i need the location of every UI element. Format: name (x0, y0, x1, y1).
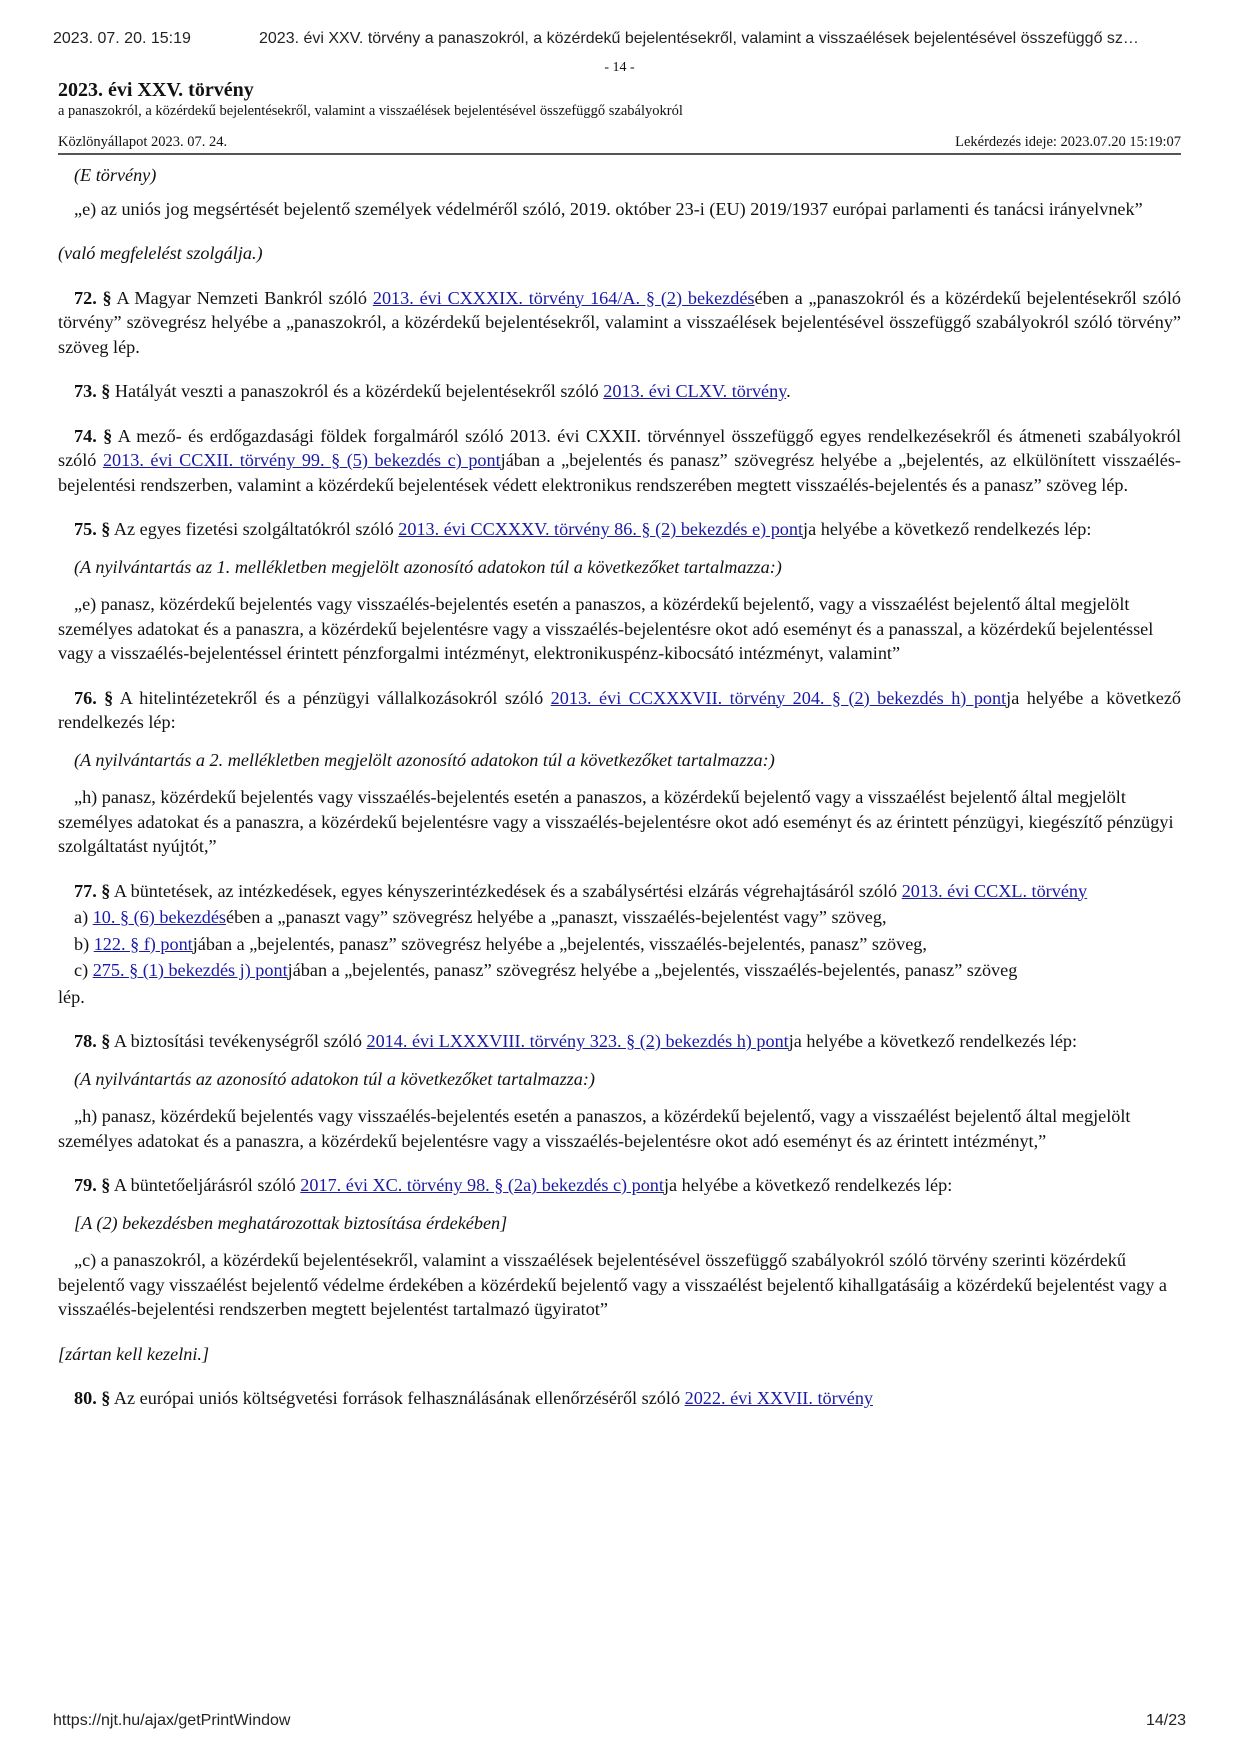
section-text: ja helyébe a következő rendelkezés lép: (788, 1031, 1078, 1051)
section-number: 73. § (74, 381, 111, 401)
section-77-closing: lép. (58, 986, 85, 1007)
section-72 (58, 286, 1181, 360)
law-reference-link[interactable]: 122. § f) pont (93, 933, 193, 954)
section-76-text: „h) panasz, közérdekű bejelentés vagy visszaélés-bejelentés esetén a panaszos, a közérdekű bejelentő vagy a visszaélést bejelentő által megjelölt személyes adatokat és a panaszra, a közérdekű bejelentésre vagy a visszaélés-bejelentésre okot adó eseményt és az érintett pénzügyi, kiegészítő pénzügyi szolgáltatást nyújtót,” (58, 787, 1174, 856)
section-73 (58, 379, 1181, 404)
print-datetime: 2023. 07. 20. 15:19 (53, 30, 191, 47)
section-text: A hitelintézetekről és a pénzügyi vállalkozásokról szóló (113, 687, 551, 708)
section-75-text: „e) panasz, közérdekű bejelentés vagy visszaélés-bejelentés esetén a panaszos, a közérdekű bejelentő, vagy a visszaélést bejelentő által megjelölt személyes adatokat és a panaszra, a közérdekű bejelentésre vagy a visszaélés-bejelentésre okot adó eseményt és a panasszal, a közérdekű bejelentéssel vagy a visszaélés-bejelentéssel érintett pénzforgalmi intézményt, elektronikuspénz-kibocsátó intézményt, valamint” (58, 594, 1154, 663)
item-text: jában a „bejelentés, panasz” szövegrész helyébe a „bejelentés, visszaélés-bejelentés, panasz” szöveg, (192, 933, 927, 954)
law-reference-link[interactable]: 2017. évi XC. törvény 98. § (2a) bekezdés c) pont (300, 1175, 664, 1195)
section-number: 74. § (74, 425, 113, 446)
section-number: 76. § (74, 687, 114, 708)
section-74 (58, 424, 1181, 498)
item-label: a) (74, 907, 93, 927)
section-number: 79. § (74, 1175, 111, 1195)
section-77 (58, 879, 1181, 904)
document-body (58, 163, 1181, 1424)
section-77-item-a (58, 905, 1181, 930)
section-text: Hatályát veszti a panaszokról és a közérdekű bejelentésekről szóló (110, 381, 604, 401)
document-meta-row (58, 133, 1181, 155)
section-text: A mező- és erdőgazdasági földek forgalmáról szóló 2013. évi CXXII. törvénnyel összefüggő egyes rendelkezésekről és átmeneti szabályokról szóló (58, 425, 1181, 470)
law-reference-link[interactable]: 2013. évi CCXL. törvény (901, 880, 1088, 901)
section-text: Az egyes fizetési szolgáltatókról szóló (110, 519, 399, 539)
section-number: 72. § (74, 287, 112, 308)
print-page-count: 14/23 (1145, 1712, 1186, 1729)
section-text: jában a „bejelentés és panasz” szövegrész helyébe a „bejelentés, az elkülönített visszaélés-bejelentési rendszerben, valamint a közérdekű bejelentések védett elektronikus rendszerében megtett visszaélés-bejelentés és a panasz” szöveg lép. (58, 450, 1181, 495)
section-75 (58, 517, 1181, 542)
law-title: 2023. évi XXV. törvény (58, 79, 254, 101)
law-reference-link[interactable]: 2013. évi CCXII. törvény 99. § (5) bekezdés c) pont (102, 450, 501, 470)
gazette-state: Közlönyállapot 2023. 07. 24. (58, 134, 228, 150)
item-text: ében a „panaszt vagy” szövegrész helyébe a „panaszt, visszaélés-bejelentést vagy” szöveg, (226, 907, 887, 927)
section-text: ja helyébe a következő rendelkezés lép: (803, 519, 1092, 539)
section-75-context: (A nyilvántartás az 1. mellékletben megjelölt azonosító adatokon túl a következőket tartalmazza:) (74, 556, 782, 577)
document-header (58, 78, 1181, 155)
section-text: A biztosítási tevékenységről szóló (110, 1031, 367, 1051)
section-78-context: (A nyilvántartás az azonosító adatokon túl a következőket tartalmazza:) (74, 1068, 595, 1089)
section-text: Az európai uniós költségvetési források felhasználásának ellenőrzéséről szóló (110, 1388, 685, 1408)
section-80 (58, 1386, 1181, 1411)
print-url: https://njt.hu/ajax/getPrintWindow (53, 1712, 291, 1729)
section-text: . (786, 381, 791, 401)
section-79-context: [A (2) bekezdésben meghatározottak biztosítása érdekében] (74, 1212, 508, 1233)
intro-point-e: „e) az uniós jog megsértését bejelentő személyek védelméről szóló, 2019. október 23-i (EU) 2019/1937 európai parlamenti és tanácsi irányelvnek” (74, 198, 1143, 219)
query-time: Lekérdezés ideje: 2023.07.20 15:19:07 (955, 134, 1181, 150)
section-76-context: (A nyilvántartás a 2. mellékletben megjelölt azonosító adatokon túl a következőket tartalmazza:) (74, 749, 775, 770)
section-number: 80. § (74, 1388, 111, 1408)
section-76 (58, 686, 1181, 735)
section-79-text: „c) a panaszokról, a közérdekű bejelentésekről, valamint a visszaélések bejelentésével összefüggő szabályokról szóló törvény szerinti közérdekű bejelentő vagy visszaélést bejelentő védelme érdekében a közérdekű bejelentő vagy a visszaélést bejelentő kihallgatásáig a közérdekű bejelentést vagy a visszaélés-bejelentési rendszerben megtett bejelentést tartalmazó ügyiratot” (58, 1250, 1167, 1319)
section-text: A büntetőeljárásról szóló (110, 1175, 301, 1195)
section-number: 77. § (74, 880, 111, 901)
section-77-item-c (58, 958, 1181, 983)
law-reference-link[interactable]: 2013. évi CCXXXVII. törvény 204. § (2) bekezdés h) pont (550, 687, 1007, 708)
law-reference-link[interactable]: 2013. évi CCXXXV. törvény 86. § (2) bekezdés e) pont (398, 519, 804, 539)
intro-context: (E törvény) (74, 165, 157, 185)
section-78 (58, 1029, 1181, 1054)
item-text: jában a „bejelentés, panasz” szövegrész helyébe a „bejelentés, visszaélés-bejelentés, panasz” szöveg (287, 960, 1018, 980)
law-reference-link[interactable]: 2014. évi LXXXVIII. törvény 323. § (2) bekezdés h) pont (366, 1031, 789, 1051)
law-reference-link[interactable]: 10. § (6) bekezdés (92, 907, 227, 927)
intro-close: (való megfelelést szolgálja.) (58, 243, 263, 263)
section-text: A Magyar Nemzeti Bankról szóló (111, 287, 373, 308)
section-text: ja helyébe a következő rendelkezés lép: (663, 1175, 953, 1195)
section-79-closing: [zártan kell kezelni.] (58, 1343, 210, 1364)
section-text: ja helyébe a következő rendelkezés lép: (58, 687, 1181, 732)
section-number: 75. § (74, 519, 111, 539)
section-number: 78. § (74, 1031, 111, 1051)
item-label: b) (74, 933, 94, 954)
law-subtitle: a panaszokról, a közérdekű bejelentésekről, valamint a visszaélések bejelentésével összefüggő szabályokról (58, 103, 683, 119)
section-77-item-b (58, 932, 1181, 957)
section-78-text: „h) panasz, közérdekű bejelentés vagy visszaélés-bejelentés esetén a panaszos, a közérdekű bejelentő, vagy a visszaélést bejelentő által megjelölt személyes adatokat és a panaszra, a közérdekű bejelentésre vagy a visszaélés-bejelentésre okot adó eseményt és az érintett intézményt,” (58, 1106, 1131, 1151)
law-reference-link[interactable]: 2013. évi CXXXIX. törvény 164/A. § (2) bekezdés (372, 287, 755, 308)
item-label: c) (74, 960, 93, 980)
law-reference-link[interactable]: 2013. évi CLXV. törvény (603, 381, 787, 401)
law-reference-link[interactable]: 275. § (1) bekezdés j) pont (92, 960, 288, 980)
section-79 (58, 1173, 1181, 1198)
law-reference-link[interactable]: 2022. évi XXVII. törvény (684, 1388, 874, 1408)
print-page-title: 2023. évi XXV. törvény a panaszokról, a közérdekű bejelentésekről, valamint a visszaélések bejelentésével összefüggő sz… (259, 30, 1139, 47)
section-text: A büntetések, az intézkedések, egyes kényszerintézkedések és a szabálysértési elzárás végrehajtásáról szóló (110, 880, 902, 901)
document-page-number: - 14 - (604, 60, 635, 75)
section-text: ében a „panaszokról és a közérdekű bejelentésekről szóló törvény” szövegrész helyébe a „panaszokról, a közérdekű bejelentésekről, valamint a visszaélések bejelentésével összefüggő szabályokról szóló törvény” szöveg lép. (58, 287, 1182, 357)
